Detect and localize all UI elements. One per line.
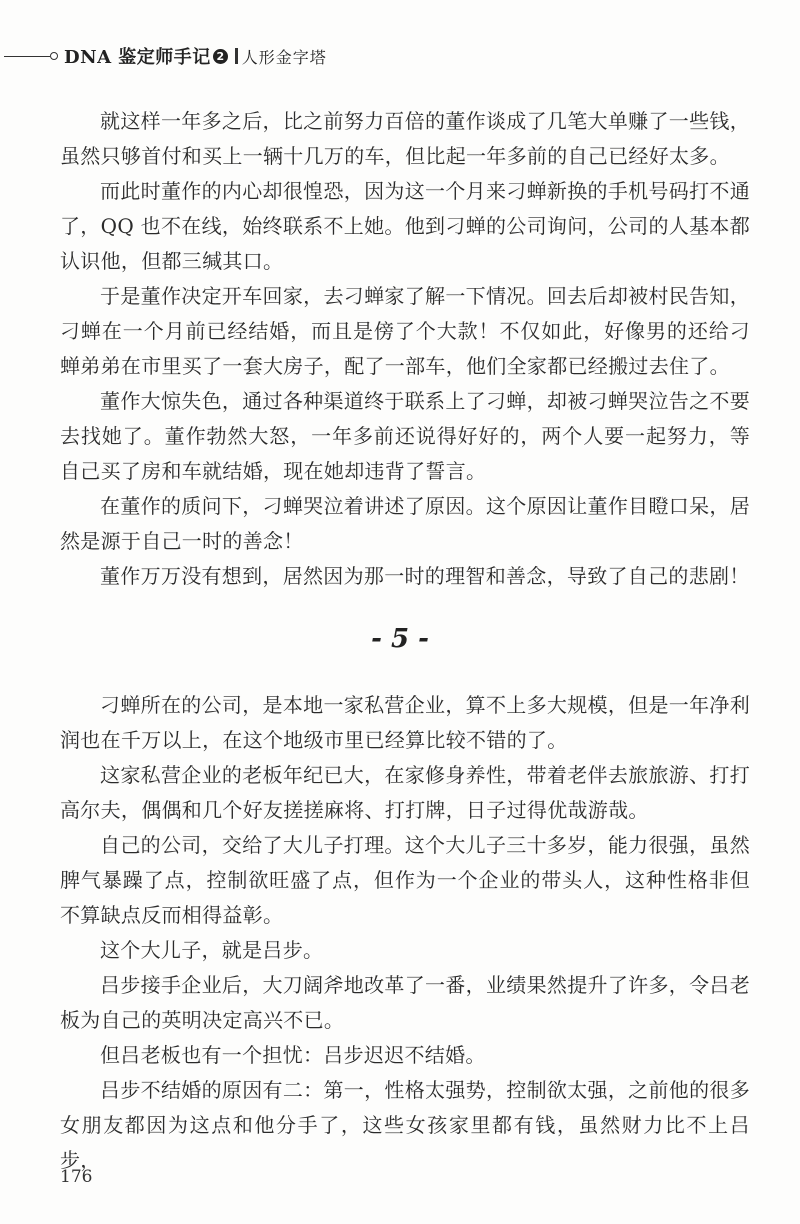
section-number: - 5 -	[371, 624, 429, 654]
paragraph: 就这样一年多之后，比之前努力百倍的董作谈成了几笔大单赚了一些钱，虽然只够首付和买上一辆十几万的车，但比起一年多前的自己已经好太多。	[60, 109, 750, 168]
body-text-bottom	[60, 688, 750, 1178]
header-separator-bar	[235, 48, 238, 64]
paragraph: 这个大儿子，就是吕步。	[100, 938, 324, 962]
header-circle-ornament	[50, 52, 58, 60]
book-title: DNA 鉴定师手记	[64, 47, 211, 68]
paragraph: 自己的公司，交给了大儿子打理。这个大儿子三十多岁，能力很强，虽然脾气暴躁了点，控制欲旺盛了点，但作为一个企业的带头人，这种性格非但不算缺点反而相得益彰。	[60, 833, 750, 927]
paragraph: 吕步接手企业后，大刀阔斧地改革了一番，业绩果然提升了许多，令吕老板为自己的英明决定高兴不已。	[60, 973, 750, 1032]
running-header	[0, 44, 420, 68]
header-rule	[4, 56, 50, 57]
page-number: 176	[60, 1167, 93, 1187]
paragraph: 这家私营企业的老板年纪已大，在家修身养性，带着老伴去旅旅游、打打高尔夫，偶偶和几个好友搓搓麻将、打打牌，日子过得优哉游哉。	[60, 763, 750, 822]
paragraph: 但吕老板也有一个担忧：吕步迟迟不结婚。	[100, 1043, 486, 1067]
body-text-top	[60, 104, 750, 594]
paragraph: 刁蝉所在的公司，是本地一家私营企业，算不上多大规模，但是一年净利润也在千万以上，在这个地级市里已经算比较不错的了。	[60, 693, 750, 752]
paragraph: 董作大惊失色，通过各种渠道终于联系上了刁蝉，却被刁蝉哭泣告之不要去找她了。董作勃然大怒，一年多前还说得好好的，两个人要一起努力，等自己买了房和车就结婚，现在她却违背了誓言。	[60, 389, 750, 483]
paragraph: 董作万万没有想到，居然因为那一时的理智和善念，导致了自己的悲剧！	[100, 564, 750, 588]
book-subtitle: 人形金字塔	[241, 47, 327, 67]
volume-badge: 2	[213, 49, 228, 64]
paragraph: 吕步不结婚的原因有二：第一，性格太强势，控制欲太强，之前他的很多女朋友都因为这点和他分手了，这些女孩家里都有钱，虽然财力比不上吕步，	[60, 1078, 750, 1172]
paragraph: 而此时董作的内心却很惶恐，因为这一个月来刁蝉新换的手机号码打不通了，QQ 也不在线，始终联系不上她。他到刁蝉的公司询问，公司的人基本都认识他，但都三缄其口。	[60, 179, 750, 273]
paragraph: 在董作的质问下，刁蝉哭泣着讲述了原因。这个原因让董作目瞪口呆，居然是源于自己一时的善念！	[60, 494, 750, 553]
paragraph: 于是董作决定开车回家，去刁蝉家了解一下情况。回去后却被村民告知，刁蝉在一个月前已经结婚，而且是傍了个大款！不仅如此，好像男的还给刁蝉弟弟在市里买了一套大房子，配了一部车，他们全家都已经搬过去住了。	[60, 284, 750, 378]
